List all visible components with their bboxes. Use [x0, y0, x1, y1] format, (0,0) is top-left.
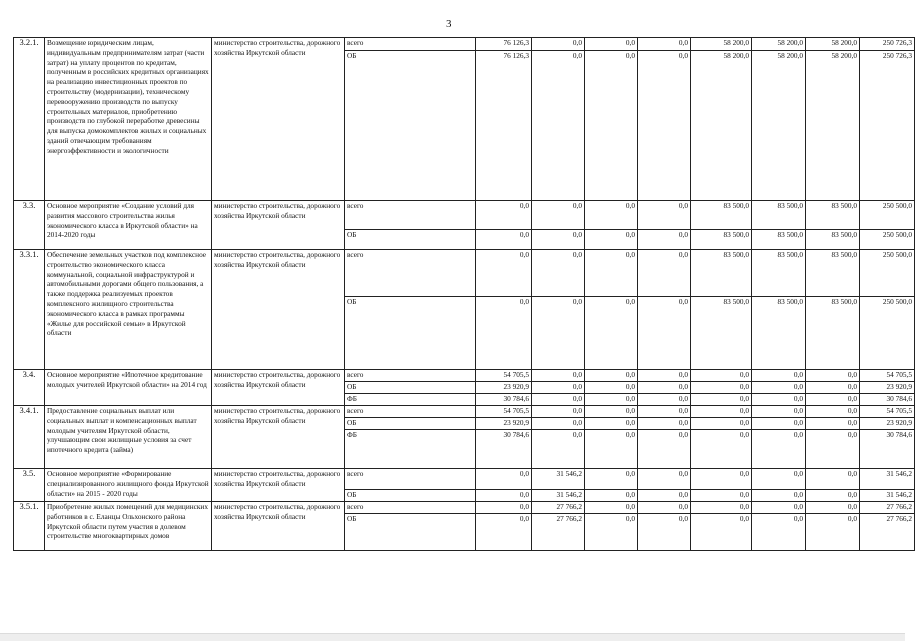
- funding-value: 0,0: [585, 502, 638, 514]
- funding-value: 83 500,0: [691, 201, 752, 230]
- funding-value: 0,0: [476, 250, 532, 297]
- funding-source: ОБ: [345, 297, 476, 370]
- funding-value: 0,0: [532, 297, 585, 370]
- funding-value: 0,0: [638, 370, 691, 382]
- funding-value: 0,0: [476, 502, 532, 514]
- funding-value: 0,0: [638, 38, 691, 51]
- funding-value: 0,0: [806, 406, 860, 418]
- funding-value: 0,0: [638, 418, 691, 430]
- funding-value: 0,0: [752, 430, 806, 469]
- funding-value: 0,0: [638, 469, 691, 490]
- funding-value: 31 546,2: [532, 469, 585, 490]
- row-code: 3.2.1.: [14, 38, 45, 201]
- funding-value: 0,0: [532, 406, 585, 418]
- funding-source: ФБ: [345, 394, 476, 406]
- funding-value: 0,0: [476, 297, 532, 370]
- responsible-executor: министерство строительства, дорожного хозяйства Иркутской области: [212, 201, 345, 250]
- funding-value: 0,0: [691, 514, 752, 551]
- activity-name: Основное мероприятие «Создание условий для развития массового строительства жилья экономического класса в Иркутской области» на 2014-2020 годы: [45, 201, 212, 250]
- row-code: 3.5.1.: [14, 502, 45, 551]
- funding-value: 83 500,0: [752, 297, 806, 370]
- activity-name: Приобретение жилых помещений для медицинских работников в с. Еланцы Ольхонского района Иркутской области путем участия в долевом строительстве многоквартирных домов: [45, 502, 212, 551]
- funding-value: 0,0: [585, 514, 638, 551]
- total-value: 23 920,9: [860, 418, 915, 430]
- row-code: 3.4.: [14, 370, 45, 406]
- funding-value: 83 500,0: [806, 297, 860, 370]
- funding-value: 58 200,0: [752, 38, 806, 51]
- total-value: 31 546,2: [860, 490, 915, 502]
- funding-value: 0,0: [585, 51, 638, 201]
- responsible-executor: министерство строительства, дорожного хозяйства Иркутской области: [212, 406, 345, 469]
- funding-value: 83 500,0: [806, 230, 860, 250]
- funding-source: всего: [345, 502, 476, 514]
- funding-value: 0,0: [806, 430, 860, 469]
- funding-value: 0,0: [532, 38, 585, 51]
- funding-value: 76 126,3: [476, 51, 532, 201]
- funding-source: всего: [345, 469, 476, 490]
- funding-value: 0,0: [691, 469, 752, 490]
- funding-value: 0,0: [806, 502, 860, 514]
- funding-value: 0,0: [585, 418, 638, 430]
- activity-name: Предоставление социальных выплат или социальных выплат и компенсационных выплат молодым учителям Иркутской области, улучшающим свои жилищные условия за счет ипотечного кредита (займа): [45, 406, 212, 469]
- total-value: 31 546,2: [860, 469, 915, 490]
- table-row: [14, 406, 915, 418]
- funding-value: 0,0: [752, 394, 806, 406]
- total-value: 54 705,5: [860, 370, 915, 382]
- scan-bottom-edge: [0, 633, 905, 641]
- funding-value: 0,0: [638, 250, 691, 297]
- responsible-executor: министерство строительства, дорожного хозяйства Иркутской области: [212, 250, 345, 370]
- funding-value: 0,0: [752, 382, 806, 394]
- funding-value: 23 920,9: [476, 418, 532, 430]
- program-activities-table: [13, 37, 915, 551]
- funding-value: 83 500,0: [691, 250, 752, 297]
- funding-value: 0,0: [532, 418, 585, 430]
- funding-value: 0,0: [585, 230, 638, 250]
- total-value: 27 766,2: [860, 502, 915, 514]
- activity-name: Обеспечение земельных участков под комплексное строительство экономического класса коммунальной, социальной инфраструктурой и автомобильными дорогами общего пользования, а также поддержка реализуемых проектов комплексного жилищного строительства экономического класса в рамках программы «Жилье для российской семьи» в Иркутской области: [45, 250, 212, 370]
- total-value: 23 920,9: [860, 382, 915, 394]
- table-row: [14, 469, 915, 490]
- page-number: 3: [446, 18, 452, 30]
- funding-value: 0,0: [638, 382, 691, 394]
- total-value: 250 726,3: [860, 38, 915, 51]
- responsible-executor: министерство строительства, дорожного хозяйства Иркутской области: [212, 502, 345, 551]
- funding-value: 0,0: [532, 394, 585, 406]
- row-code: 3.4.1.: [14, 406, 45, 469]
- funding-value: 0,0: [532, 201, 585, 230]
- funding-source: ОБ: [345, 230, 476, 250]
- responsible-executor: министерство строительства, дорожного хозяйства Иркутской области: [212, 370, 345, 406]
- funding-value: 0,0: [585, 430, 638, 469]
- funding-value: 0,0: [752, 514, 806, 551]
- total-value: 54 705,5: [860, 406, 915, 418]
- activity-name: Основное мероприятие «Формирование специализированного жилищного фонда Иркутской области» на 2015 - 2020 годы: [45, 469, 212, 502]
- funding-value: 0,0: [585, 490, 638, 502]
- funding-value: 0,0: [532, 51, 585, 201]
- funding-value: 0,0: [638, 394, 691, 406]
- funding-value: 0,0: [752, 406, 806, 418]
- funding-value: 0,0: [638, 201, 691, 230]
- funding-value: 0,0: [585, 469, 638, 490]
- funding-value: 0,0: [638, 514, 691, 551]
- funding-value: 0,0: [638, 430, 691, 469]
- funding-value: 0,0: [806, 514, 860, 551]
- funding-source: ОБ: [345, 418, 476, 430]
- funding-value: 30 784,6: [476, 430, 532, 469]
- funding-value: 58 200,0: [691, 38, 752, 51]
- funding-value: 0,0: [476, 469, 532, 490]
- funding-value: 0,0: [691, 502, 752, 514]
- row-code: 3.3.1.: [14, 250, 45, 370]
- funding-value: 27 766,2: [532, 502, 585, 514]
- funding-value: 30 784,6: [476, 394, 532, 406]
- funding-value: 83 500,0: [752, 250, 806, 297]
- funding-value: 0,0: [638, 297, 691, 370]
- funding-value: 0,0: [585, 201, 638, 230]
- total-value: 30 784,6: [860, 394, 915, 406]
- funding-value: 0,0: [585, 38, 638, 51]
- funding-value: 83 500,0: [752, 230, 806, 250]
- funding-value: 0,0: [752, 502, 806, 514]
- funding-value: 0,0: [806, 490, 860, 502]
- funding-value: 0,0: [585, 370, 638, 382]
- funding-value: 0,0: [638, 406, 691, 418]
- funding-value: 0,0: [532, 250, 585, 297]
- funding-value: 27 766,2: [532, 514, 585, 551]
- total-value: 250 500,0: [860, 297, 915, 370]
- funding-value: 0,0: [585, 406, 638, 418]
- total-value: 27 766,2: [860, 514, 915, 551]
- table-row: [14, 38, 915, 51]
- funding-value: 0,0: [532, 230, 585, 250]
- funding-source: всего: [345, 250, 476, 297]
- funding-value: 0,0: [691, 430, 752, 469]
- funding-value: 54 705,5: [476, 370, 532, 382]
- funding-value: 83 500,0: [691, 297, 752, 370]
- funding-source: ОБ: [345, 490, 476, 502]
- total-value: 250 500,0: [860, 250, 915, 297]
- funding-value: 0,0: [806, 418, 860, 430]
- funding-value: 83 500,0: [806, 250, 860, 297]
- funding-value: 23 920,9: [476, 382, 532, 394]
- funding-value: 0,0: [691, 382, 752, 394]
- funding-value: 0,0: [532, 382, 585, 394]
- funding-value: 0,0: [476, 230, 532, 250]
- row-code: 3.5.: [14, 469, 45, 502]
- funding-source: ФБ: [345, 430, 476, 469]
- responsible-executor: министерство строительства, дорожного хозяйства Иркутской области: [212, 38, 345, 201]
- funding-source: ОБ: [345, 514, 476, 551]
- funding-value: 0,0: [806, 394, 860, 406]
- activity-name: Основное мероприятие «Ипотечное кредитование молодых учителей Иркутской области» на 2014 год: [45, 370, 212, 406]
- funding-source: всего: [345, 201, 476, 230]
- funding-value: 0,0: [585, 250, 638, 297]
- funding-value: 0,0: [806, 382, 860, 394]
- funding-value: 58 200,0: [691, 51, 752, 201]
- funding-value: 0,0: [476, 490, 532, 502]
- total-value: 250 726,3: [860, 51, 915, 201]
- funding-value: 0,0: [638, 490, 691, 502]
- funding-value: 0,0: [691, 406, 752, 418]
- table-row: [14, 502, 915, 514]
- funding-source: всего: [345, 406, 476, 418]
- funding-value: 0,0: [476, 201, 532, 230]
- funding-value: 0,0: [691, 418, 752, 430]
- funding-value: 58 200,0: [806, 38, 860, 51]
- total-value: 250 500,0: [860, 230, 915, 250]
- funding-value: 0,0: [532, 430, 585, 469]
- funding-source: ОБ: [345, 382, 476, 394]
- funding-value: 83 500,0: [752, 201, 806, 230]
- funding-value: 0,0: [752, 490, 806, 502]
- table-row: [14, 250, 915, 297]
- funding-value: 0,0: [752, 418, 806, 430]
- funding-value: 0,0: [585, 394, 638, 406]
- funding-value: 0,0: [585, 297, 638, 370]
- funding-value: 58 200,0: [752, 51, 806, 201]
- funding-value: 58 200,0: [806, 51, 860, 201]
- funding-value: 0,0: [691, 490, 752, 502]
- funding-value: 0,0: [476, 514, 532, 551]
- activity-name: Возмещение юридическим лицам, индивидуальным предпринимателям затрат (части затрат) на уплату процентов по кредитам, полученным в российских кредитных организациях на реализацию инвестиционных проектов по строительству (модернизации), техническому перевооружению производств по выпуску строительных материалов, приобретению производств по глубокой переработке древесины для выпуска домокомплектов жилых и социальных зданий отвечающим требованиям энергоэффективности и экологичности: [45, 38, 212, 201]
- funding-value: 83 500,0: [691, 230, 752, 250]
- funding-value: 0,0: [752, 469, 806, 490]
- table-row: [14, 370, 915, 382]
- funding-value: 0,0: [638, 502, 691, 514]
- funding-value: 0,0: [585, 382, 638, 394]
- funding-value: 83 500,0: [806, 201, 860, 230]
- funding-source: всего: [345, 370, 476, 382]
- funding-value: 0,0: [752, 370, 806, 382]
- funding-source: всего: [345, 38, 476, 51]
- funding-value: 0,0: [806, 370, 860, 382]
- responsible-executor: министерство строительства, дорожного хозяйства Иркутской области: [212, 469, 345, 502]
- funding-source: ОБ: [345, 51, 476, 201]
- funding-value: 0,0: [806, 469, 860, 490]
- total-value: 250 500,0: [860, 201, 915, 230]
- funding-value: 0,0: [638, 230, 691, 250]
- row-code: 3.3.: [14, 201, 45, 250]
- funding-value: 0,0: [691, 394, 752, 406]
- funding-value: 0,0: [638, 51, 691, 201]
- funding-value: 76 126,3: [476, 38, 532, 51]
- funding-value: 54 705,5: [476, 406, 532, 418]
- total-value: 30 784,6: [860, 430, 915, 469]
- funding-value: 0,0: [532, 370, 585, 382]
- funding-value: 31 546,2: [532, 490, 585, 502]
- table-row: [14, 201, 915, 230]
- funding-value: 0,0: [691, 370, 752, 382]
